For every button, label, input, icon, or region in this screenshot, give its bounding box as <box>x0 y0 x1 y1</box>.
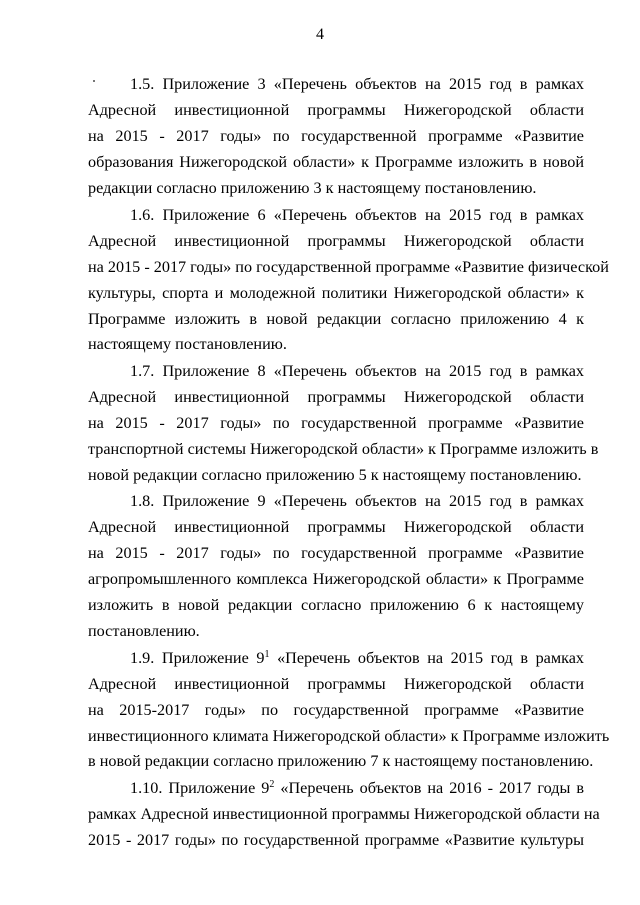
paragraph-1-5-line-1: 1.5. Приложение 3 «Перечень объектов на 2015 год в рамках <box>130 75 584 93</box>
paragraph-1-8-line-1: 1.8. Приложение 9 «Перечень объектов на 2015 год в рамках <box>130 492 584 510</box>
paragraph-1-6-line-6: настоящему постановлению. <box>88 335 287 353</box>
paragraph-1-7-line-2: Адресной инвестиционной программы Нижегородской области <box>88 388 584 406</box>
paragraph-1-10-lead: 1.10. Приложение 9 <box>130 779 270 797</box>
paragraph-1-6-line-3: на 2015 - 2017 годы» по государственной программе «Развитие физической <box>88 258 609 276</box>
paragraph-1-9-lead: 1.9. Приложение 9 <box>130 649 265 667</box>
paragraph-1-6-line-1: 1.6. Приложение 6 «Перечень объектов на 2015 год в рамках <box>130 206 584 224</box>
superscript-1: 1 <box>264 649 270 660</box>
paragraph-1-9-line-4: инвестиционного климата Нижегородской области» к Программе изложить <box>88 727 610 745</box>
paragraph-1-5-line-5: редакции согласно приложению 3 к настоящему постановлению. <box>88 179 537 197</box>
paragraph-1-9-line-2: Адресной инвестиционной программы Нижегородской области <box>88 675 584 693</box>
paragraph-1-10-line-3: 2015 - 2017 годы» по государственной программе «Развитие культуры <box>88 831 584 849</box>
paragraph-1-9-line-5: в новой редакции согласно приложению 7 к настоящему постановлению. <box>88 752 594 770</box>
paragraph-1-7-line-1: 1.7. Приложение 8 «Перечень объектов на 2015 год в рамках <box>130 362 584 380</box>
paragraph-1-6-line-5: Программе изложить в новой редакции согласно приложению 4 к <box>88 310 584 328</box>
paragraph-1-5-line-3: на 2015 - 2017 годы» по государственной программе «Развитие <box>88 127 584 145</box>
paragraph-1-6-line-2: Адресной инвестиционной программы Нижегородской области <box>88 232 584 250</box>
paragraph-1-10-line-1 <box>130 778 584 798</box>
paragraph-1-6-line-4: культуры, спорта и молодежной политики Нижегородской области» к <box>88 284 584 302</box>
paragraph-1-9-line-3: на 2015-2017 годы» по государственной программе «Развитие <box>88 701 584 719</box>
paragraph-1-8-line-5: изложить в новой редакции согласно приложению 6 к настоящему <box>88 596 584 614</box>
paragraph-1-8-line-4: агропромышленного комплекса Нижегородской области» к Программе <box>88 570 584 588</box>
paragraph-1-10-line-2: рамках Адресной инвестиционной программы Нижегородской области на <box>88 805 600 823</box>
paragraph-1-7-line-4: транспортной системы Нижегородской области» к Программе изложить в <box>88 440 599 458</box>
paragraph-1-7-line-3: на 2015 - 2017 годы» по государственной программе «Развитие <box>88 414 584 432</box>
paragraph-1-5-line-2: Адресной инвестиционной программы Нижегородской области <box>88 101 584 119</box>
paragraph-1-8-line-2: Адресной инвестиционной программы Нижегородской области <box>88 518 584 536</box>
scan-speck <box>93 80 95 82</box>
paragraph-1-8-line-6: постановлению. <box>88 622 200 640</box>
page-number: 4 <box>316 26 324 43</box>
paragraph-1-8-line-3: на 2015 - 2017 годы» по государственной программе «Развитие <box>88 544 584 562</box>
paragraph-1-5-line-4: образования Нижегородской области» к Программе изложить в новой <box>88 153 584 171</box>
paragraph-1-7-line-5: новой редакции согласно приложению 5 к настоящему постановлению. <box>88 466 582 484</box>
paragraph-1-10-lead-rest: «Перечень объектов на 2016 - 2017 годы в <box>274 779 584 797</box>
superscript-2: 2 <box>269 779 275 790</box>
paragraph-1-9-line-1 <box>130 648 584 668</box>
paragraph-1-9-lead-rest: «Перечень объектов на 2015 год в рамках <box>269 649 584 667</box>
